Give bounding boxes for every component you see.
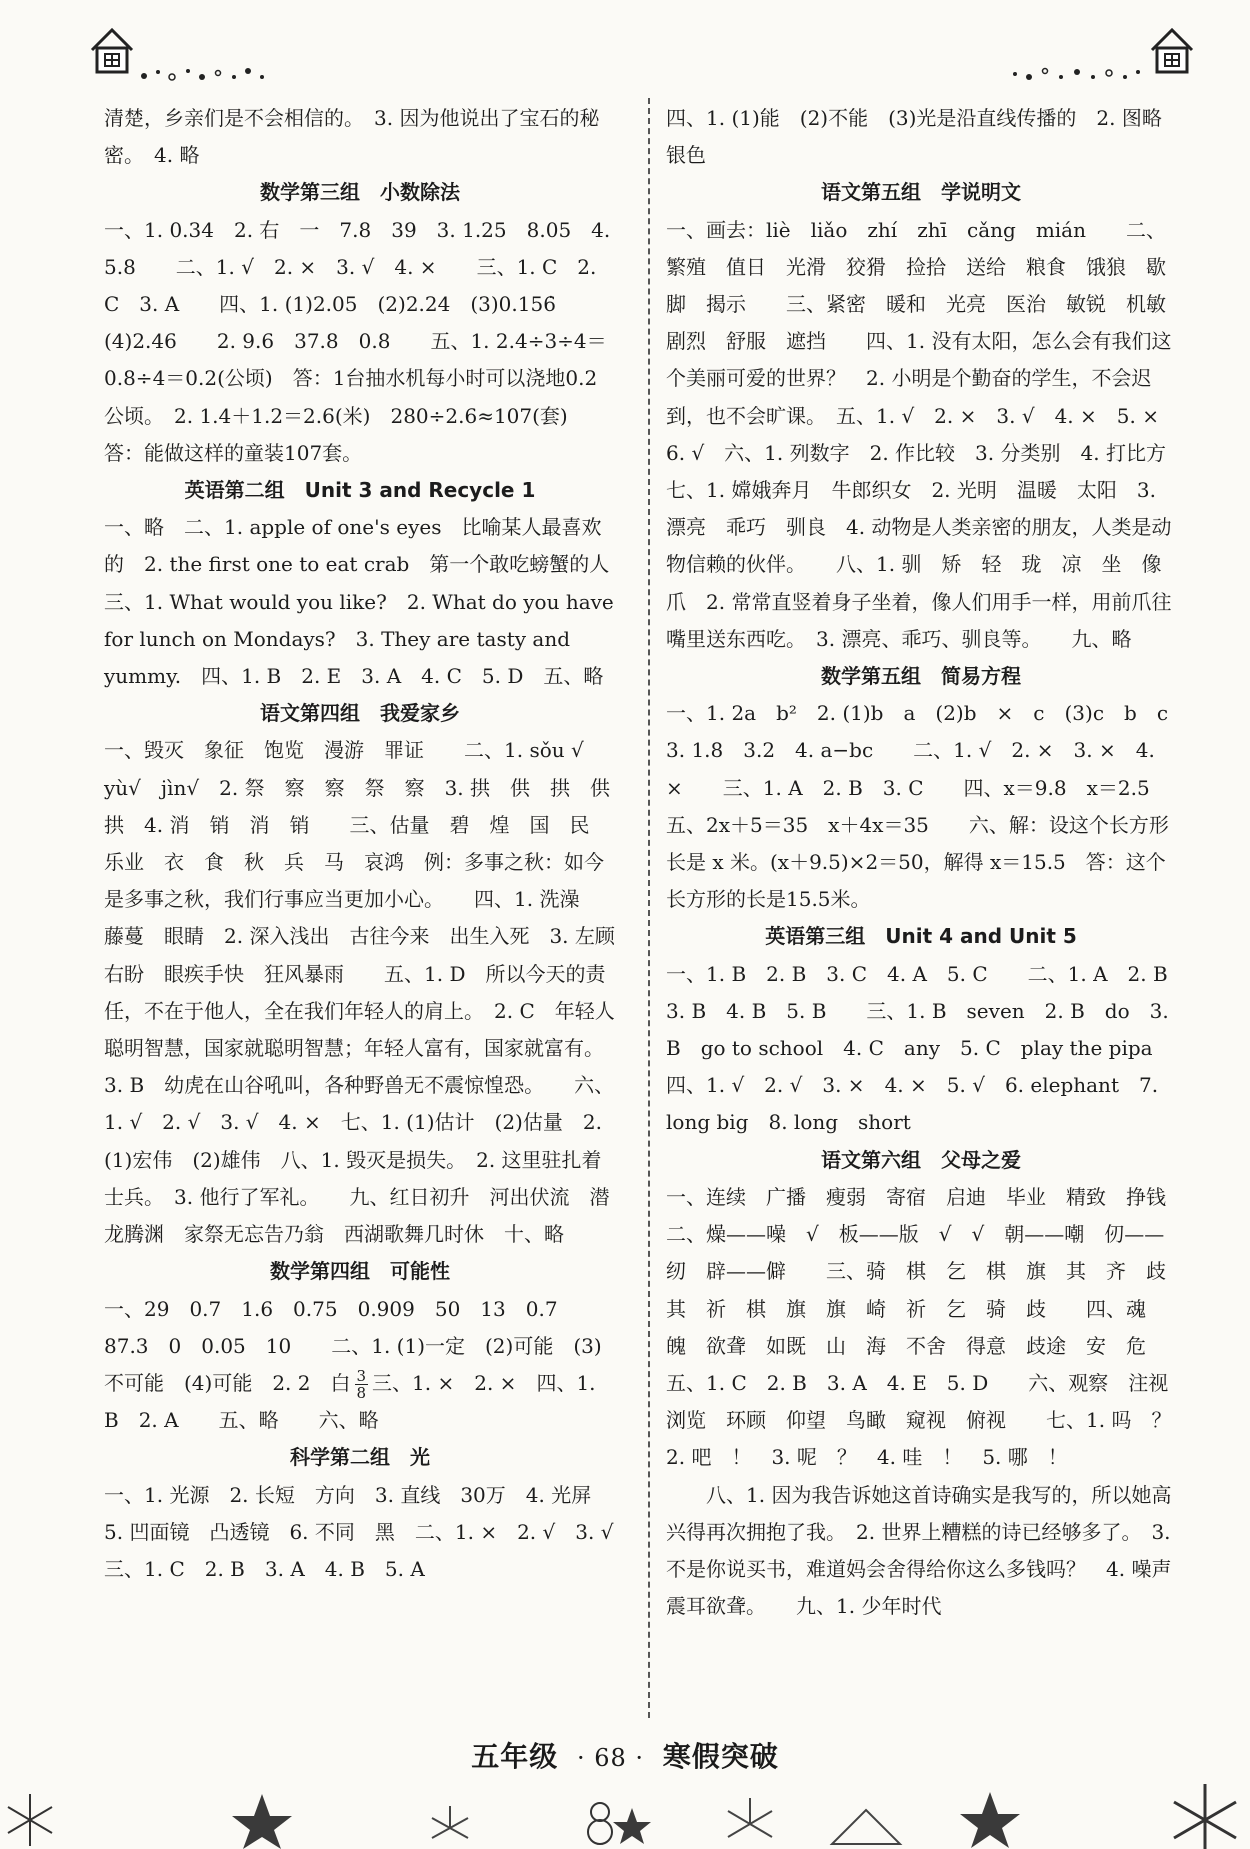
answer-text: 一、连续 广播 瘦弱 寄宿 启迪 毕业 精致 挣钱 二、燥——噪 √ 板——版 √ √ 朝——嘲 仞——纫 辟——僻 三、骑 棋 乞 棋 旗 其 齐 歧 其 祈 棋 旗 旗 崎 祈 乞 骑 歧 四、魂 魄 欲聋 如既 山 海 不舍 得意 歧途 安 危 五、1. C 2. B 3. A 4. E 5. D 六、观察 注视 浏览 环顾 仰望 鸟瞰 窥视 俯视 七、1. 吗 ？ 2. 吧 ！ 3. 呢 ？ 4. 哇 ！ 5. 哪 ！	[666, 1184, 1206, 1470]
answer-paragraph	[104, 509, 630, 695]
section-heading-text: 语文第六组 父母之爱	[821, 1147, 1021, 1172]
star-icon	[232, 1794, 292, 1849]
answer-paragraph	[104, 100, 616, 174]
section-heading-text: 英语第三组 Unit 4 and Unit 5	[765, 924, 1077, 949]
section-heading	[104, 1439, 616, 1476]
snowflake-icon	[432, 1806, 468, 1838]
answer-paragraph	[104, 1291, 616, 1440]
section-heading-text: 英语第二组 Unit 3 and Recycle 1	[184, 478, 536, 503]
page-footer	[0, 1735, 1250, 1775]
column-divider	[648, 98, 650, 1718]
section-heading	[104, 695, 616, 732]
answer-text: 一、1. B 2. B 3. C 4. A 5. C 二、1. A 2. B 3. B 4. B 5. B 三、1. B seven 2. B do 3. B go to school 4. C any 5. C play the pipa 四、1. √ 2. √ 3. × 4. × 5. √ 6. elephant 7. long big 8. long short	[666, 961, 1188, 1135]
answer-text: 清楚，乡亲们是不会相信的。 3. 因为他说出了宝石的秘密。 4. 略	[104, 106, 600, 168]
snowflake-icon	[8, 1794, 52, 1846]
house-icon	[1148, 24, 1196, 76]
answer-paragraph	[104, 1477, 654, 1589]
answer-text: 一、画去：liè liǎo zhí zhī cǎng mián 二、繁殖 值日 光滑 狡猾 捡拾 送给 粮食 饿狼 歇脚 揭示 三、紧密 暖和 光亮 医治 敏锐 机敏 剧烈 舒服 遮挡 四、1. 没有太阳，怎么会有我们这个美丽可爱的世界？ 2. 小明是个勤奋的学生，不会迟到，也不会旷课。 五、1. √ 2. × 3. √ 4. × 5. × 6. √ 六、1. 列数字 2. 作比较 3. 分类别 4. 打比方 七、1. 嫦娥奔月 牛郎织女 2. 光明 温暖 太阳 3. 漂亮 乖巧 驯良 4. 动物是人类亲密的朋友，人类是动物信赖的伙伴。 八、1. 驯 矫 轻 珑 凉 坐 像 爪 2. 常常直竖着身子坐着，像人们用手一样，用前爪往嘴里送东西吃。 3. 漂亮、乖巧、驯良等。 九、略	[666, 217, 1186, 651]
tree-icon	[832, 1810, 900, 1844]
answer-paragraph	[104, 212, 616, 472]
fraction-denominator: 8	[356, 1383, 367, 1402]
house-icon	[88, 24, 136, 76]
snowflake-icon	[1174, 1784, 1236, 1849]
section-heading-text: 数学第三组 小数除法	[260, 180, 460, 205]
footer-grade: 五年级	[471, 1740, 559, 1773]
section-heading-text: 科学第二组 光	[290, 1445, 430, 1470]
section-heading	[666, 918, 1176, 955]
section-heading-text: 数学第四组 可能性	[270, 1259, 450, 1284]
section-heading	[666, 174, 1176, 211]
section-heading-text: 数学第五组 简易方程	[821, 664, 1021, 689]
section-heading	[666, 658, 1176, 695]
answer-paragraph	[104, 732, 631, 1253]
fraction-numerator: 3	[356, 1366, 367, 1385]
section-heading	[104, 174, 616, 211]
section-heading	[666, 1142, 1176, 1179]
snowflake-icon	[728, 1798, 772, 1837]
left-column	[104, 100, 654, 1588]
answer-text: 一、1. 0.34 2. 右 一 7.8 39 3. 1.25 8.05 4. 5.8 二、1. √ 2. × 3. √ 4. × 三、1. C 2. C 3. A 四、1. (1)2.05 (2)2.24 (3)0.156̇ (4)2.46 2. 9.6 37.8 0.8 五、1. 2.4÷3÷4＝0.8÷4＝0.2(公顷) 答：1台抽水机每小时可以浇地0.2公顷。 2. 1.4＋1.2＝2.6(米) 280÷2.6≈107(套) 答：能做这样的童装107套。	[104, 217, 611, 465]
page-header	[0, 16, 1250, 86]
section-heading-text: 语文第五组 学说明文	[821, 180, 1021, 205]
snowflake-star-decoration	[0, 1780, 1250, 1849]
answer-paragraph	[666, 1179, 1206, 1477]
section-heading	[104, 1253, 616, 1290]
footer-title: 寒假突破	[662, 1740, 779, 1773]
answer-text: 四、1. (1)能 (2)不能 (3)光是沿直线传播的 2. 图略 银色	[666, 106, 1182, 168]
section-heading-text: 语文第四组 我爱家乡	[260, 701, 460, 726]
section-heading	[104, 472, 616, 509]
answer-text: 一、29 0.7 1.6 0.75 0.909 50 13 0.7 87.3 0 0.05 10 二、1. (1)一定 (2)可能 (3)不可能 (4)可能 2. 2 白	[104, 1296, 602, 1395]
answer-paragraph	[666, 100, 1182, 174]
snowman-icon	[588, 1803, 612, 1844]
answer-paragraph	[666, 695, 1190, 918]
star-icon	[613, 1808, 651, 1844]
snowflake-dots-decoration	[1005, 62, 1145, 86]
answer-paragraph	[666, 956, 1188, 1142]
answer-text: 八、1. 因为我告诉她这首诗确实是我写的，所以她高兴得再次拥抱了我。 2. 世界上糟糕的诗已经够多了。 3. 不是你说买书，难道妈会舍得给你这么多钱吗？ 4. 噪声震耳欲聋。 九、1. 少年时代	[666, 1482, 1172, 1619]
fraction	[355, 1368, 369, 1401]
right-column	[666, 100, 1206, 1625]
answer-text: 一、略 二、1. apple of one's eyes 比喻某人最喜欢的 2. the first one to eat crab 第一个敢吃螃蟹的人 三、1. What would you like? 2. What do you have for lunch on Mondays? 3. They are tasty and yummy. 四、1. B 2. E 3. A 4. C 5. D 五、略	[104, 515, 630, 689]
answer-paragraph	[666, 212, 1186, 658]
star-icon	[960, 1792, 1020, 1848]
answer-text: 三、1. × 2. × 四、1. B 2. A 五、略 六、略	[104, 1370, 596, 1433]
page-number: · 68 ·	[576, 1744, 645, 1772]
answer-text: 一、1. 2a b² 2. (1)b a (2)b × c (3)c b c 3. 1.8 3.2 4. a−bc 二、1. √ 2. × 3. × 4. × 三、1. A 2. B 3. C 四、x＝9.8 x＝2.5 五、2x＋5＝35 x＋4x＝35 六、解：设这个长方形长是 x 米。(x＋9.5)×2＝50，解得 x＝15.5 答：这个长方形的长是15.5米。	[666, 701, 1190, 912]
snowflake-dots-decoration	[136, 62, 276, 86]
answer-paragraph	[666, 1477, 1176, 1626]
answer-text: 一、1. 光源 2. 长短 方向 3. 直线 30万 4. 光屏 5. 凹面镜 凸透镜 6. 不同 黑 二、1. × 2. √ 3. √ 三、1. C 2. B 3. A 4. B 5. A	[104, 1482, 654, 1581]
answer-text: 一、毁灭 象征 饱览 漫游 罪证 二、1. sǒu √ yù√ jìn√ 2. 祭 察 察 祭 察 3. 拱 供 拱 供 拱 4. 消 销 消 销 三、估量 碧 煌 国 民 乐业 衣 食 秋 兵 马 哀鸿 例：多事之秋：如今是多事之秋，我们行事应当更加小心。 四、1. 洗澡 藤蔓 眼睛 2. 深入浅出 古往今来 出生入死 3. 左顾右盼 眼疾手快 狂风暴雨 五、1. D 所以今天的责任，不在于他人，全在我们年轻人的肩上。 2. C 年轻人聪明智慧，国家就聪明智慧；年轻人富有，国家就富有。 3. B 幼虎在山谷吼叫，各种野兽无不震惊惶恐。 六、1. √ 2. √ 3. √ 4. × 七、1. (1)估计 (2)估量 2. (1)宏伟 (2)雄伟 八、1. 毁灭是损失。 2. 这里驻扎着士兵。 3. 他行了军礼。 九、红日初升 河出伏流 潜龙腾渊 家祭无忘告乃翁 西湖歌舞几时休 十、略	[104, 738, 631, 1247]
